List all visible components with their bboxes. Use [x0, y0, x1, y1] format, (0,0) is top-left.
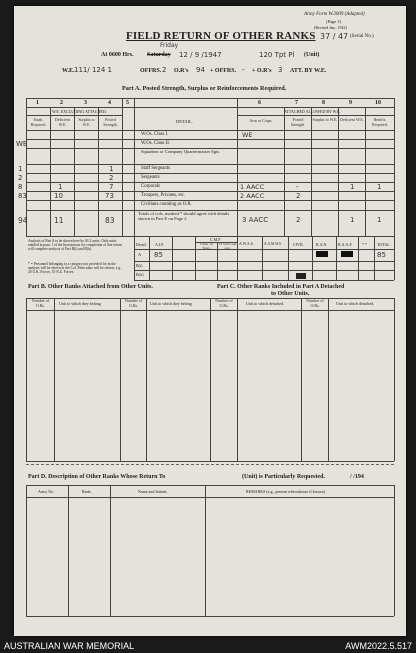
separator [26, 464, 394, 465]
part-d-title: Part D. Description of Other Ranks Whose Return To [28, 474, 166, 480]
unit-label: (Unit) [304, 52, 320, 58]
part-b-title: Part B. Other Ranks Attached from Other Units. [28, 284, 153, 290]
col-number: 9 [349, 100, 352, 106]
form-page: Army Form W.3009 (Adapted) (Page 1) (Revised Jan., 1942) 37 / 47 (Serial No.) FIELD RETURN OF OTHER RANKS At 0600 Hrs. Saturday Friday 12 / 9 /1947 120 Tpt Pl (Unit) W.E. 111/ 124 1 OFFRS. 2 O.R's 94 + OFFRS. - + O.R's 3 ATT. BY W.E. Part A. Posted Strength, Surplus or Reinforcements Required. 1 2 3 4 5 6 7 8 9 10 W.E. EXCLUDING ATTACHED. ATTACHED ALLOWED BY W.E. Estab. Required. Deficient W.E. Surplus to W.E. Posted Strength. DETAIL. Arm or Corps. Posted Strength. Surplus to W.E. Deficient W.E. Reinfts. Required. WE W.Os. Class I. WE W.Os. Class II. Squadron or Company Quartermaster Sgts. 1 1 Staff Sergeants 2 2 Sergeants 8 1 7 Corporals 1 AACC - 1 1 83 10 73 Troopers, Privates, etc. 2 AACC 2 Civilians counting as O.R. 94 11 83 Totals of cols. marked * should agree with details shown in Part E on Page 2 3 AACC 2 1 1 Analysis of Part A to be shown here by ALL units. Only units entitled in para. 1 of the Instructions for completion of this return will complete analysis of Part B(i) and B(ii). * = Personnel belonging to a category not provided for in the analysis will be shown in the Col. Particulars will be shown, e.g., 20 U.K. Forces, 10 N.Z. Forces. Detail. A.I.F. C.M.F. Under 19 Years. 19 Years and over. A.W.A.S. A.A.M.W.S. CIVIL. R.A.N. R.A.A.F. * * TOTAL. A 85 85 B(i) B(ii) Part B. Other Ranks Attached from Other Units. Part C. Other Ranks Included in Part A Detached to Other Units. Number of O.Rs. Unit to which they belong Number of O.Rs. Unit to which they belong Number of O.Rs. Unit to which detached. Number of O.Rs. Unit to which detached. Part D. Description of Other Ranks Whose Return To (Unit) is Particularly Requested. / /194 Army No. Rank. Name and Initials. REMARKS (e.g., present whereabouts if known). [14, 6, 406, 636]
col-number: 6 [258, 100, 261, 106]
day-written: Friday [160, 42, 179, 49]
part-d-title-mid: (Unit) is Particularly Requested. [242, 474, 325, 480]
group-header-right: ATTACHED ALLOWED BY W.E. [284, 109, 341, 114]
header-posted: Posted Strength. [103, 117, 118, 127]
plus-offrs-value: - [242, 66, 245, 74]
header-posted-att: Posted Strength. [290, 117, 306, 127]
header-detail: DETAIL. [176, 119, 194, 124]
serial-number: 37 / 47 [320, 32, 349, 41]
group-header-left: W.E. EXCLUDING ATTACHED. [52, 109, 107, 114]
header-reinfts: Reinfts. Required. [372, 117, 388, 127]
redaction-mark [296, 273, 306, 279]
analysis-header: Detail. [136, 242, 147, 247]
col-number: 7 [295, 100, 298, 106]
ors-label: O.R's [174, 68, 189, 74]
analysis-note: Analysis of Part A to be shown here by ALL units. Only units entitled in para. 1 of the Instructions for completion of this return will complete analysis of Part B(i) and B(ii). [28, 239, 122, 252]
redaction-mark [341, 251, 353, 257]
part-b-header: Number of O.Rs. [31, 298, 50, 308]
footer-accession: AWM2022.5.517 [345, 641, 412, 651]
col-number: 10 [375, 100, 381, 106]
header-surplus: Surplus to W.E. [78, 117, 95, 127]
col-number: 5 [126, 100, 129, 106]
analysis-header: A.W.A.S. [239, 242, 254, 246]
header-surplus-att: Surplus to W.E. [312, 117, 338, 122]
analysis-header: R.A.A.F. [338, 242, 353, 247]
analysis-header: TOTAL. [377, 242, 391, 247]
analysis-header: 19 Years and over. [218, 242, 237, 250]
part-b-header: Unit to which they belong [59, 301, 101, 306]
at-label: At 0600 Hrs. [101, 52, 134, 58]
col-number: 8 [322, 100, 325, 106]
plus-offrs-label: + OFFRS. [210, 68, 237, 74]
ors-value: 94 [196, 66, 205, 74]
header-estab: Estab. Required. [30, 117, 47, 127]
header-arm: Arm or Corps. [249, 118, 273, 123]
we-value: 111/ 124 1 [74, 66, 112, 74]
part-d-date: / /194 [350, 474, 364, 480]
form-page-label: (Page 1) [326, 19, 342, 24]
analysis-header: A.I.F. [155, 242, 165, 247]
form-revised: (Revised Jan., 1942) [314, 25, 347, 30]
form-title: FIELD RETURN OF OTHER RANKS [126, 30, 316, 42]
analysis-header: Under 19 Years. [200, 242, 213, 250]
unit-name: 120 Tpt Pl [259, 51, 295, 59]
day-struck: Saturday [147, 52, 171, 58]
analysis-header: CIVIL. [293, 242, 305, 247]
offrs-value: 2 [162, 66, 167, 74]
redaction-mark [316, 251, 328, 257]
return-date: 12 / 9 /1947 [179, 51, 222, 59]
part-a-title: Part A. Posted Strength, Surplus or Reinforcements Required. [122, 85, 287, 92]
part-c-header: Unit to which detached. [246, 301, 285, 306]
analysis-note-2: * = Personnel belonging to a category not provided for in the analysis will be shown in the Col. Particulars will be shown, e.g., 20 U.K. Forces, 10 N.Z. Forces. [28, 262, 122, 275]
part-d-header: Army No. [38, 489, 55, 494]
part-d-header: REMARKS (e.g., present whereabouts if known). [246, 489, 326, 494]
offrs-label: OFFRS. [140, 68, 162, 74]
part-b-header: Number of O.Rs. [124, 298, 143, 308]
part-c-header: Number of O.Rs. [215, 298, 233, 308]
part-d-header: Rank. [82, 489, 92, 494]
footer-credit: AUSTRALIAN WAR MEMORIAL [4, 641, 135, 651]
plus-ors-value: 3 [278, 66, 283, 74]
analysis-header: C.M.F. [210, 237, 222, 242]
part-d-header: Name and Initials. [138, 489, 168, 494]
col-number: 1 [36, 100, 39, 106]
part-c-title-2: to Other Units. [271, 291, 310, 297]
col-number: 2 [60, 100, 63, 106]
part-b-header: Unit to which they belong [150, 301, 192, 306]
att-label: ATT. BY W.E. [290, 68, 327, 74]
analysis-header: R.A.N. [316, 242, 328, 247]
form-number: Army Form W.3009 (Adapted) [304, 12, 365, 17]
header-deficient-att: Deficient W.E. [340, 117, 364, 122]
part-c-header: Unit to which detached. [336, 301, 375, 306]
col-number: 3 [84, 100, 87, 106]
plus-ors-label: + O.R's [252, 68, 272, 74]
part-c-header: Number of O.Rs. [306, 298, 324, 308]
col-number: 4 [108, 100, 111, 106]
serial-label: (Serial No.) [350, 34, 374, 39]
part-c-title: Part C. Other Ranks Included in Part A Detached [217, 284, 345, 290]
margin-we: WE [16, 140, 28, 148]
header-deficient: Deficient W.E. [55, 117, 70, 127]
footer-bar [0, 640, 416, 653]
analysis-header: * * [362, 242, 367, 247]
analysis-header: A.A.M.W.S. [264, 242, 282, 246]
we-label: W.E. [62, 68, 75, 74]
